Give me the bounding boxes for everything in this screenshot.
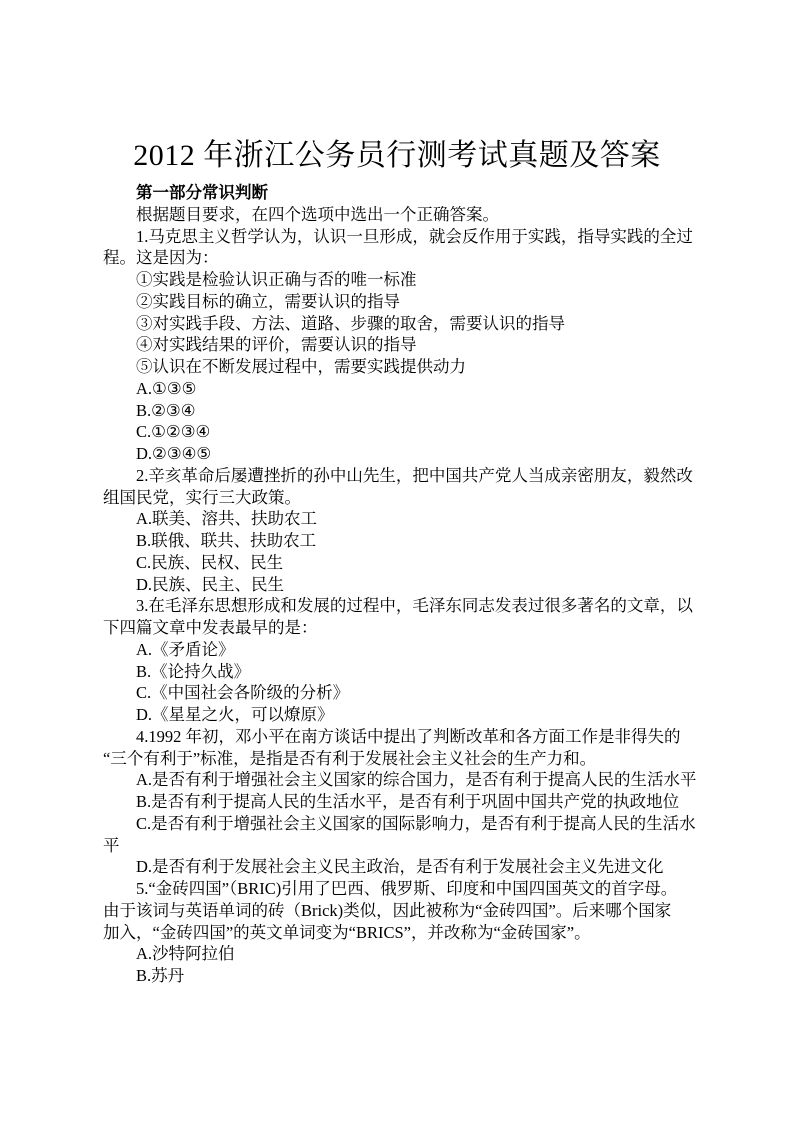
question-1-option-a: A.①③⑤: [136, 378, 197, 398]
question-4-option-c-line-1: C.是否有利于增强社会主义国家的国际影响力，是否有利于提高人民的生活水: [136, 813, 696, 833]
question-1-option-b: B.②③④: [136, 400, 196, 420]
question-1-option-d: D.②③④⑤: [136, 444, 212, 463]
question-1-stem-line-2: 程。这是因为：: [103, 248, 219, 268]
question-4-option-d: D.是否有利于发展社会主义民主政治，是否有利于发展社会主义先进文化: [136, 857, 664, 877]
question-2-option-a: A.联美、溶共、扶助农工: [136, 509, 318, 529]
document-title: 2012 年浙江公务员行测考试真题及答案: [133, 139, 661, 172]
question-5-stem-line-2: 由于该词与英语单词的砖（Brick)类似，因此被称为“金砖四国”。后来哪个国家: [103, 900, 672, 920]
question-1-option-c: C.①②③④: [136, 422, 211, 442]
question-4-option-b: B.是否有利于提高人民的生活水平，是否有利于巩固中国共产党的执政地位: [136, 792, 680, 811]
question-2-stem-line-1: 2.辛亥革命后屡遭挫折的孙中山先生，把中国共产党人当成亲密朋友，毅然改: [136, 465, 693, 485]
instruction-text: 根据题目要求，在四个选项中选出一个正确答案。: [136, 204, 499, 224]
question-4-option-c-line-2: 平: [103, 835, 120, 855]
question-4-stem-line-1: 4.1992 年初，邓小平在南方谈话中提出了判断改革和各方面工作是非得失的: [136, 726, 681, 746]
question-2-option-c: C.民族、民权、民生: [136, 552, 284, 572]
question-3-option-a: A.《矛盾论》: [136, 639, 235, 659]
question-1-item-3: ③对实践手段、方法、道路、步骤的取舍，需要认识的指导: [136, 313, 565, 333]
question-2-option-b: B.联俄、联共、扶助农工: [136, 531, 317, 550]
question-5-stem-line-3: 加入，“金砖四国”的英文单词变为“BRICS”，并改称为“金砖国家”。: [103, 922, 591, 942]
question-3-option-b: B.《论持久战》: [136, 661, 251, 681]
section-heading: 第一部分常识判断: [136, 183, 268, 202]
question-5-option-b: B.苏丹: [136, 966, 185, 985]
question-5-stem-line-1: 5.“金砖四国”（BRIC)引用了巴西、俄罗斯、印度和中国四国英文的首字母。: [136, 879, 678, 898]
question-4-option-a: A.是否有利于增强社会主义国家的综合国力，是否有利于提高人民的生活水平: [136, 770, 697, 790]
question-5-option-a: A.沙特阿拉伯: [136, 944, 235, 964]
question-2-stem-line-2: 组国民党，实行三大政策。: [103, 487, 301, 507]
question-1-item-4: ④对实践结果的评价，需要认识的指导: [136, 335, 417, 355]
question-4-stem-line-2: “三个有利于”标准，是指是否有利于发展社会主义社会的生产力和。: [103, 748, 597, 768]
question-3-stem-line-2: 下四篇文章中发表最早的是：: [103, 618, 318, 637]
question-3-stem-line-1: 3.在毛泽东思想形成和发展的过程中，毛泽东同志发表过很多著名的文章，以: [136, 596, 693, 616]
question-1-item-5: ⑤认识在不断发展过程中，需要实践提供动力: [136, 357, 466, 376]
question-1-stem-line-1: 1.马克思主义哲学认为，认识一旦形成，就会反作用于实践，指导实践的全过: [136, 226, 693, 246]
question-2-option-d: D.民族、民主、民生: [136, 574, 285, 594]
question-3-option-d: D.《星星之火，可以燎原》: [136, 705, 334, 724]
question-1-item-1: ①实践是检验认识正确与否的唯一标准: [136, 270, 417, 289]
question-1-item-2: ②实践目标的确立，需要认识的指导: [136, 291, 400, 311]
question-3-option-c: C.《中国社会各阶级的分析》: [136, 683, 350, 703]
document-content: [103, 138, 697, 987]
